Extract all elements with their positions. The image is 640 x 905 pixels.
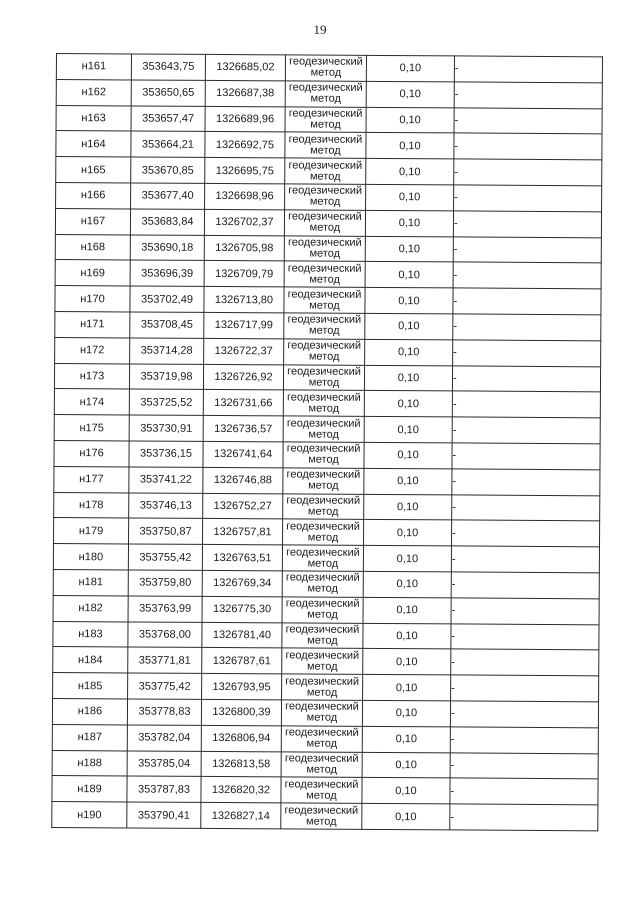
method-line-1: геодезический — [288, 107, 363, 120]
table-row — [53, 673, 599, 702]
y-coordinate-cell: 1326722,37 — [204, 338, 284, 364]
y-coordinate-cell: 1326689,96 — [205, 106, 285, 132]
method-cell — [281, 726, 362, 752]
note-cell: - — [451, 520, 599, 547]
point-name-cell: н187 — [52, 724, 127, 750]
point-name-cell: н183 — [53, 621, 128, 647]
accuracy-cell: 0,10 — [362, 700, 450, 726]
table-row — [56, 54, 602, 83]
page-number: 19 — [313, 22, 327, 37]
method-cell — [282, 597, 363, 623]
table-row — [55, 208, 601, 237]
x-coordinate-cell: 353771,81 — [128, 647, 202, 673]
method-line-2: метод — [308, 479, 339, 492]
method-cell — [285, 106, 366, 132]
method-cell — [282, 545, 363, 571]
method-line-1: геодезический — [285, 571, 360, 585]
table-row — [53, 647, 599, 676]
method-cell — [285, 55, 366, 81]
note-cell: - — [452, 391, 600, 418]
method-line-2: метод — [306, 737, 338, 750]
method-cell — [284, 339, 365, 365]
y-coordinate-cell: 1326687,38 — [205, 80, 285, 106]
method-cell — [284, 287, 365, 313]
method-line-2: метод — [309, 247, 341, 260]
accuracy-cell: 0,10 — [366, 159, 454, 185]
note-cell: - — [453, 314, 601, 341]
table-row — [54, 363, 600, 392]
y-coordinate-cell: 1326769,34 — [202, 570, 282, 596]
table-row — [55, 286, 601, 315]
x-coordinate-cell: 353696,39 — [130, 260, 204, 286]
method-line-2: метод — [308, 428, 339, 441]
accuracy-cell: 0,10 — [366, 55, 454, 81]
point-name-cell: н181 — [53, 569, 128, 595]
x-coordinate-cell: 353736,15 — [129, 441, 203, 467]
y-coordinate-cell: 1326736,57 — [203, 416, 283, 442]
note-cell: - — [452, 494, 600, 521]
method-line-1: геодезический — [289, 55, 363, 69]
method-line-1: геодезический — [285, 700, 359, 714]
table-row — [52, 698, 598, 727]
accuracy-cell: 0,10 — [366, 184, 454, 210]
y-coordinate-cell: 1326752,27 — [203, 493, 283, 519]
point-name-cell: н178 — [54, 492, 129, 518]
table-row — [52, 776, 598, 805]
point-name-cell: н190 — [52, 802, 127, 828]
table-row — [55, 234, 601, 263]
accuracy-cell: 0,10 — [365, 313, 453, 339]
table-row — [54, 466, 600, 495]
accuracy-cell: 0,10 — [362, 752, 450, 778]
method-line-1: геодезический — [286, 468, 361, 482]
table-row — [56, 79, 602, 108]
accuracy-cell: 0,10 — [362, 778, 450, 804]
method-line-2: метод — [307, 557, 339, 570]
method-cell — [284, 235, 365, 261]
accuracy-cell: 0,10 — [363, 571, 451, 597]
note-cell: - — [454, 82, 602, 109]
point-name-cell: н165 — [56, 157, 131, 183]
point-name-cell: н169 — [55, 260, 130, 286]
y-coordinate-cell: 1326741,64 — [203, 441, 283, 467]
method-line-2: метод — [309, 195, 341, 209]
method-line-2: метод — [309, 324, 340, 338]
method-cell — [285, 81, 366, 107]
method-cell — [282, 622, 363, 648]
y-coordinate-cell: 1326709,79 — [204, 261, 284, 287]
x-coordinate-cell: 353763,99 — [128, 596, 202, 622]
point-name-cell: н168 — [55, 234, 130, 260]
point-name-cell: н179 — [54, 518, 129, 544]
note-cell: - — [451, 623, 599, 650]
accuracy-cell: 0,10 — [362, 803, 450, 829]
y-coordinate-cell: 1326685,02 — [205, 54, 285, 80]
method-line-1: геодезический — [286, 416, 361, 430]
note-cell: - — [454, 185, 602, 212]
y-coordinate-cell: 1326787,61 — [202, 648, 282, 674]
table-row — [54, 389, 600, 418]
y-coordinate-cell: 1326757,81 — [203, 519, 283, 545]
method-line-1: геодезический — [287, 262, 362, 275]
method-cell — [283, 468, 364, 494]
y-coordinate-cell: 1326695,75 — [205, 158, 285, 184]
table-row — [52, 724, 598, 753]
method-cell — [284, 261, 365, 287]
point-name-cell: н174 — [54, 389, 129, 415]
accuracy-cell: 0,10 — [365, 288, 453, 314]
method-line-2: метод — [310, 92, 342, 105]
point-name-cell: н185 — [53, 673, 128, 699]
y-coordinate-cell: 1326763,51 — [202, 545, 282, 571]
accuracy-cell: 0,10 — [362, 726, 450, 752]
point-name-cell: н186 — [52, 698, 127, 724]
note-cell: - — [452, 443, 600, 470]
accuracy-cell: 0,10 — [364, 494, 452, 520]
point-name-cell: н162 — [56, 79, 131, 105]
accuracy-cell: 0,10 — [365, 262, 453, 288]
method-line-2: метод — [306, 789, 337, 802]
method-line-2: метод — [310, 144, 341, 157]
method-line-2: метод — [309, 273, 340, 286]
note-cell: - — [454, 159, 602, 186]
note-cell: - — [453, 288, 601, 315]
y-coordinate-cell: 1326731,66 — [203, 390, 283, 416]
y-coordinate-cell: 1326702,37 — [204, 209, 284, 235]
accuracy-cell: 0,10 — [364, 391, 452, 417]
table-row — [56, 105, 602, 134]
x-coordinate-cell: 353741,22 — [129, 467, 203, 493]
point-name-cell: н184 — [53, 647, 128, 673]
table-row — [53, 595, 599, 624]
method-cell — [282, 674, 363, 700]
table-row — [55, 337, 601, 366]
method-cell — [285, 184, 366, 210]
x-coordinate-cell: 353746,13 — [129, 492, 203, 518]
method-line-1: геодезический — [284, 778, 359, 791]
method-cell — [281, 751, 362, 777]
table-row — [52, 802, 598, 831]
table-row — [52, 750, 598, 779]
y-coordinate-cell: 1326746,88 — [203, 467, 283, 493]
y-coordinate-cell: 1326692,75 — [205, 132, 285, 158]
accuracy-cell: 0,10 — [363, 675, 451, 701]
method-cell — [283, 390, 364, 416]
note-cell: - — [453, 237, 601, 264]
note-cell: - — [451, 649, 599, 676]
method-cell — [281, 803, 362, 829]
x-coordinate-cell: 353725,52 — [129, 389, 203, 415]
x-coordinate-cell: 353643,75 — [131, 54, 205, 80]
x-coordinate-cell: 353755,42 — [128, 544, 202, 570]
accuracy-cell: 0,10 — [364, 468, 452, 494]
method-line-2: метод — [306, 660, 338, 673]
point-name-cell: н170 — [55, 286, 130, 312]
point-name-cell: н177 — [54, 466, 129, 492]
accuracy-cell: 0,10 — [366, 107, 454, 133]
method-line-1: геодезический — [285, 649, 360, 662]
y-coordinate-cell: 1326813,58 — [201, 751, 281, 777]
method-line-1: геодезический — [288, 210, 362, 224]
method-cell — [285, 158, 366, 184]
x-coordinate-cell: 353778,83 — [127, 699, 201, 725]
method-line-1: геодезический — [286, 545, 360, 559]
note-cell: - — [451, 572, 599, 599]
note-cell: - — [450, 752, 598, 779]
y-coordinate-cell: 1326793,95 — [202, 674, 282, 700]
accuracy-cell: 0,10 — [365, 210, 453, 236]
method-line-1: геодезический — [285, 597, 360, 610]
table-row — [53, 544, 599, 573]
y-coordinate-cell: 1326806,94 — [201, 725, 281, 751]
x-coordinate-cell: 353768,00 — [128, 621, 202, 647]
method-cell — [285, 132, 366, 158]
y-coordinate-cell: 1326717,99 — [204, 312, 284, 338]
method-line-1: геодезический — [288, 81, 363, 95]
method-line-1: геодезический — [287, 391, 361, 404]
method-line-2: метод — [306, 711, 338, 725]
method-cell — [284, 210, 365, 236]
method-cell — [283, 364, 364, 390]
point-name-cell: н173 — [54, 363, 129, 389]
method-line-1: геодезический — [284, 803, 359, 817]
method-line-2: метод — [308, 453, 339, 467]
point-name-cell: н167 — [55, 208, 130, 234]
method-line-2: метод — [310, 66, 342, 80]
method-line-1: геодезический — [288, 133, 363, 146]
y-coordinate-cell: 1326800,39 — [201, 699, 281, 725]
point-name-cell: н188 — [52, 750, 127, 776]
method-line-2: метод — [306, 763, 337, 776]
point-name-cell: н166 — [56, 182, 131, 208]
x-coordinate-cell: 353719,98 — [129, 364, 203, 390]
coordinates-table-body — [52, 54, 603, 831]
method-line-2: метод — [307, 505, 339, 518]
note-cell: - — [454, 133, 602, 160]
point-name-cell: н182 — [53, 595, 128, 621]
note-cell: - — [451, 598, 599, 625]
table-row — [54, 440, 600, 469]
accuracy-cell: 0,10 — [363, 520, 451, 546]
method-line-2: метод — [309, 170, 341, 183]
table-row — [54, 492, 600, 521]
y-coordinate-cell: 1326820,32 — [201, 777, 281, 803]
x-coordinate-cell: 353664,21 — [131, 131, 205, 157]
y-coordinate-cell: 1326698,96 — [205, 183, 285, 209]
method-line-2: метод — [306, 686, 338, 699]
point-name-cell: н172 — [55, 337, 130, 363]
x-coordinate-cell: 353787,83 — [127, 776, 201, 802]
accuracy-cell: 0,10 — [366, 81, 454, 107]
method-line-1: геодезический — [287, 236, 362, 249]
table-row — [55, 311, 601, 340]
note-cell: - — [450, 701, 598, 728]
table-row — [53, 569, 599, 598]
coordinates-table — [51, 53, 603, 831]
method-line-2: метод — [307, 608, 338, 621]
x-coordinate-cell: 353750,87 — [129, 518, 203, 544]
point-name-cell: н176 — [54, 440, 129, 466]
note-cell: - — [454, 56, 602, 83]
method-cell — [283, 493, 364, 519]
point-name-cell: н161 — [56, 54, 131, 80]
table-row — [56, 157, 602, 186]
method-line-2: метод — [308, 376, 340, 389]
y-coordinate-cell: 1326713,80 — [204, 287, 284, 313]
accuracy-cell: 0,10 — [366, 133, 454, 159]
table-row — [56, 182, 602, 211]
point-name-cell: н171 — [55, 311, 130, 337]
note-cell: - — [453, 340, 601, 367]
note-cell: - — [454, 108, 602, 135]
point-name-cell: н175 — [54, 415, 129, 441]
x-coordinate-cell: 353782,04 — [127, 725, 201, 751]
x-coordinate-cell: 353657,47 — [131, 106, 205, 132]
table-row — [55, 260, 601, 289]
method-line-2: метод — [307, 634, 338, 647]
method-line-2: метод — [307, 531, 339, 544]
accuracy-cell: 0,10 — [363, 546, 451, 572]
accuracy-cell: 0,10 — [363, 649, 451, 675]
method-line-1: геодезический — [286, 442, 361, 456]
note-cell: - — [452, 365, 600, 392]
table-row — [54, 415, 600, 444]
accuracy-cell: 0,10 — [365, 236, 453, 262]
method-cell — [284, 313, 365, 339]
x-coordinate-cell: 353708,45 — [130, 312, 204, 338]
table-row — [54, 518, 600, 547]
method-line-1: геодезический — [285, 623, 360, 636]
x-coordinate-cell: 353677,40 — [131, 183, 205, 209]
note-cell: - — [450, 804, 598, 831]
x-coordinate-cell: 353670,85 — [131, 157, 205, 183]
method-line-2: метод — [310, 118, 341, 131]
x-coordinate-cell: 353650,65 — [131, 80, 205, 106]
method-line-1: геодезический — [287, 313, 362, 327]
method-line-2: метод — [308, 402, 340, 415]
method-line-2: метод — [309, 221, 341, 234]
point-name-cell: н163 — [56, 105, 131, 131]
note-cell: - — [450, 778, 598, 805]
method-line-1: геодезический — [288, 159, 363, 172]
y-coordinate-cell: 1326726,92 — [203, 364, 283, 390]
method-line-1: геодезический — [285, 674, 360, 688]
method-line-1: геодезический — [288, 184, 363, 198]
method-line-1: геодезический — [284, 752, 359, 765]
x-coordinate-cell: 353790,41 — [127, 802, 201, 828]
method-line-1: геодезический — [287, 287, 362, 301]
accuracy-cell: 0,10 — [363, 623, 451, 649]
method-line-2: метод — [306, 815, 337, 828]
note-cell: - — [452, 469, 600, 496]
method-line-1: геодезический — [284, 726, 359, 739]
y-coordinate-cell: 1326775,30 — [202, 596, 282, 622]
method-line-1: геодезический — [287, 339, 362, 353]
y-coordinate-cell: 1326705,98 — [204, 235, 284, 261]
method-line-2: метод — [307, 582, 339, 596]
x-coordinate-cell: 353690,18 — [130, 235, 204, 261]
x-coordinate-cell: 353759,80 — [128, 570, 202, 596]
method-cell — [283, 416, 364, 442]
accuracy-cell: 0,10 — [365, 339, 453, 365]
x-coordinate-cell: 353683,84 — [130, 209, 204, 235]
note-cell: - — [453, 211, 601, 238]
x-coordinate-cell: 353714,28 — [130, 338, 204, 364]
note-cell: - — [453, 262, 601, 289]
note-cell: - — [451, 675, 599, 702]
table-row — [56, 131, 602, 160]
method-cell — [283, 442, 364, 468]
note-cell: - — [452, 417, 600, 444]
accuracy-cell: 0,10 — [364, 442, 452, 468]
point-name-cell: н164 — [56, 131, 131, 157]
x-coordinate-cell: 353702,49 — [130, 286, 204, 312]
method-line-1: геодезический — [287, 365, 361, 378]
x-coordinate-cell: 353785,04 — [127, 750, 201, 776]
note-cell: - — [450, 727, 598, 754]
table-row — [53, 621, 599, 650]
method-cell — [281, 777, 362, 803]
method-line-1: геодезический — [286, 494, 361, 507]
accuracy-cell: 0,10 — [364, 365, 452, 391]
point-name-cell: н180 — [53, 544, 128, 570]
y-coordinate-cell: 1326827,14 — [201, 803, 281, 829]
method-line-1: геодезический — [286, 520, 360, 533]
accuracy-cell: 0,10 — [364, 417, 452, 443]
accuracy-cell: 0,10 — [363, 597, 451, 623]
method-line-2: метод — [309, 299, 340, 312]
x-coordinate-cell: 353730,91 — [129, 415, 203, 441]
point-name-cell: н189 — [52, 776, 127, 802]
method-cell — [282, 519, 363, 545]
method-line-2: метод — [308, 350, 340, 363]
method-cell — [281, 700, 362, 726]
method-cell — [282, 571, 363, 597]
x-coordinate-cell: 353775,42 — [128, 673, 202, 699]
method-cell — [282, 648, 363, 674]
note-cell: - — [451, 546, 599, 573]
y-coordinate-cell: 1326781,40 — [202, 622, 282, 648]
